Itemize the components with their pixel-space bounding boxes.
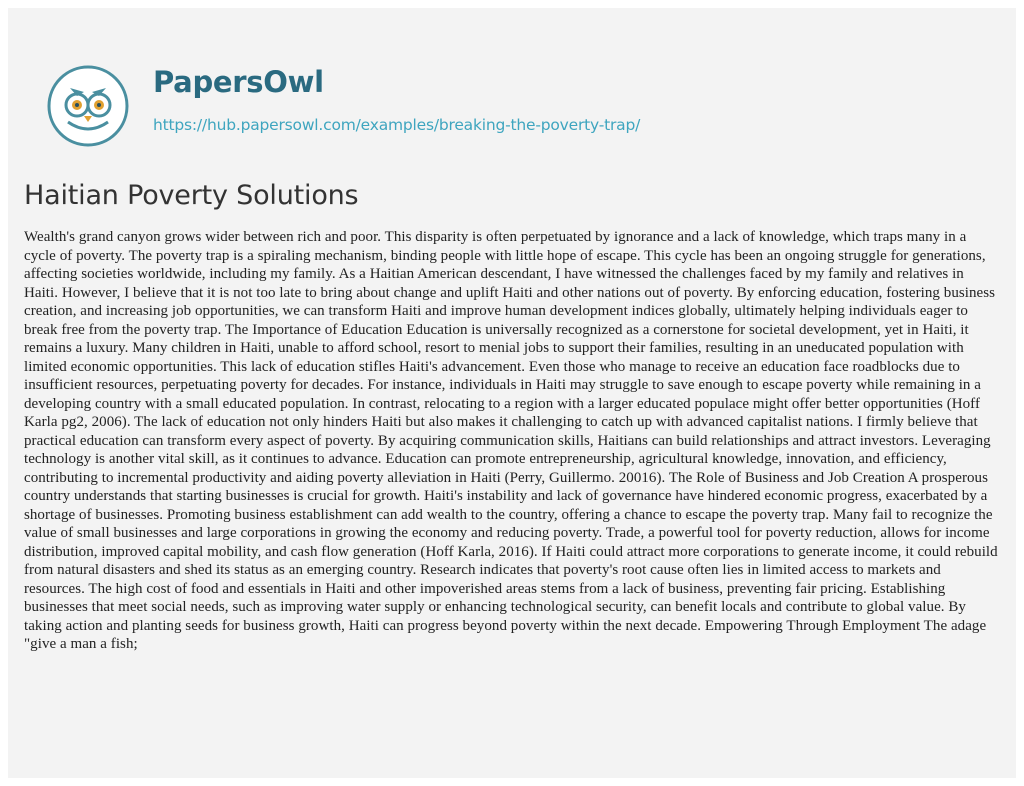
- document-title: Haitian Poverty Solutions: [24, 180, 359, 211]
- owl-logo-icon: [46, 64, 130, 148]
- source-url-link[interactable]: https://hub.papersowl.com/examples/breaking-the-poverty-trap/: [153, 116, 641, 134]
- document-body: Wealth's grand canyon grows wider between rich and poor. This disparity is often perpetuated by ignorance and a lack of knowledge, which traps many in a cycle of poverty. The poverty trap is a spiraling mechanism, binding people with little hope of escape. This cycle has been an ongoing struggle for generations, affecting societies worldwide, including my family. As a Haitian American descendant, I have witnessed the challenges faced by my family and relatives in Haiti. However, I believe that it is not too late to bring about change and uplift Haiti and other nations out of poverty. By enforcing education, fostering business creation, and increasing job opportunities, we can transform Haiti and improve human development indices globally, ultimately helping individuals eager to break free from the poverty trap. The Importance of Education Education is universally recognized as a cornerstone for societal development, yet in Haiti, it remains a luxury. Many children in Haiti, unable to afford school, resort to menial jobs to support their families, resulting in an uneducated population with limited economic opportunities. This lack of education stifles Haiti's advancement. Even those who manage to receive an education face roadblocks due to insufficient resources, perpetuating poverty for decades. For instance, individuals in Haiti may struggle to save enough to escape poverty while remaining in a developing country with a small educated population. In contrast, relocating to a region with a larger educated populace might offer better opportunities (Hoff Karla pg2, 2006). The lack of education not only hinders Haiti but also makes it challenging to catch up with advanced capitalist nations. I firmly believe that practical education can transform every aspect of poverty. By acquiring communication skills, Haitians can build relationships and attract investors. Leveraging technology is another vital skill, as it continues to advance. Education can promote entrepreneurship, agricultural knowledge, innovation, and efficiency, contributing to incremental productivity and aiding poverty alleviation in Haiti (Perry, Guillermo. 20016). The Role of Business and Job Creation A prosperous country understands that starting businesses is crucial for growth. Haiti's instability and lack of governance have hindered economic progress, exacerbated by a shortage of businesses. Promoting business establishment can add wealth to the country, offering a chance to escape the poverty trap. Many fail to recognize the value of small businesses and large corporations in growing the economy and reducing poverty. Trade, a powerful tool for poverty reduction, allows for income distribution, improved capital mobility, and cash flow generation (Hoff Karla, 2016). If Haiti could attract more corporations to generate income, it could rebuild from natural disasters and shed its status as an emerging country. Research indicates that poverty's root cause often lies in limited access to markets and resources. The high cost of food and essentials in Haiti and other impoverished areas stems from a lack of business, preventing fair pricing. Establishing businesses that meet social needs, such as improving water supply or enhancing technological security, can benefit locals and contribute to global value. By taking action and planting seeds for business growth, Haiti can progress beyond poverty within the next decade. Empowering Through Employment The adage "give a man a fish;: [24, 229, 998, 652]
- brand-name[interactable]: PapersOwl: [153, 65, 324, 99]
- header: [46, 58, 946, 148]
- document-sheet: [8, 8, 1016, 778]
